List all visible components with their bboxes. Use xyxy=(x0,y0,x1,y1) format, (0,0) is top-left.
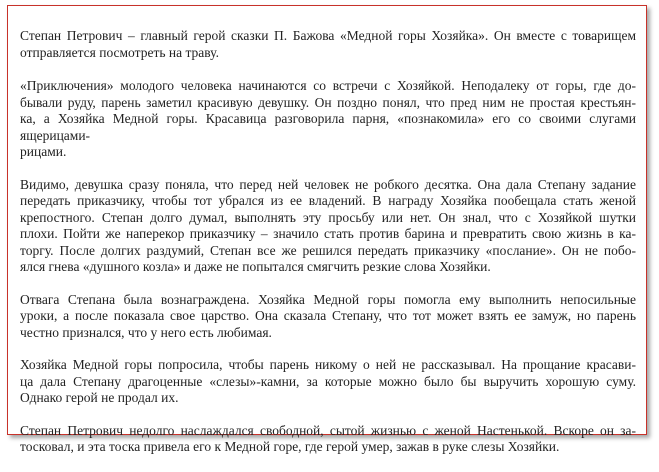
paragraph-2 xyxy=(20,78,636,161)
text-line: торгу. После долгих раздумий, Степан все же решился передать приказчику «послание». Он не побо- xyxy=(20,242,636,258)
text-line: крепостного. Степан долго думал, выполнять эту просьбу или нет. Он знал, что с Хозяйкой шутки xyxy=(20,209,636,225)
text-line: плохи. Пойти же наперекор приказчику – значило стать против барина и превратить свою жизнь в ка- xyxy=(20,226,636,241)
text-line: ка, а Хозяйка Медной горы. Красавица разговорила парня, «познакомила» его со своими слугами ящерицами- xyxy=(20,111,636,143)
text-line: Степан Петрович недолго наслаждался свободной, сытой жизнью с женой Настенькой. Вскоре он за- xyxy=(20,422,636,438)
article-text xyxy=(20,28,636,472)
text-line: бывали руду, парень заметил красивую девушку. Он поздно понял, что пред ним не простая крестьян- xyxy=(20,94,636,110)
text-line: Степан Петрович – главный герой сказки П. Бажова «Медной горы Хозяйка». Он вместе с товарищем xyxy=(20,28,636,43)
text-line: Отвага Степана была вознаграждена. Хозяйка Медной горы помогла ему выполнить непосильные xyxy=(20,291,636,307)
text-line: передать приказчику, чтобы тот убрался из ее владений. В награду Хозяйка пообещала стать женой xyxy=(20,193,636,208)
text-line: рицами. xyxy=(20,144,67,159)
text-line: ца дала Степану драгоценные «слезы»-камни, за которые можно было бы выручить хорошую суму. xyxy=(20,373,636,389)
paragraph-4 xyxy=(20,292,636,342)
text-line: ялся гнева «душного козла» и даже не попытался смягчить резкие слова Хозяйки. xyxy=(20,259,491,274)
text-line: Однако герой не продал их. xyxy=(20,390,179,405)
paragraph-6 xyxy=(20,423,636,456)
text-line: «Приключения» молодого человека начинаются со встречи с Хозяйкой. Неподалеку от горы, где до- xyxy=(20,78,636,93)
text-line: уроки, а после показала свое царство. Она сказала Степану, что тот может взять ее замуж, но парень xyxy=(20,308,636,323)
paragraph-1 xyxy=(20,28,636,61)
text-line: тосковал, и эта тоска привела его к Медной горе, где герой умер, зажав в руке слезы Хозяйки. xyxy=(20,439,560,454)
text-line: честно признался, что у него есть любимая. xyxy=(20,324,272,340)
paragraph-3 xyxy=(20,177,636,276)
text-line: отправляется посмотреть на траву. xyxy=(20,44,219,60)
text-line: Хозяйка Медной горы попросила, чтобы парень никому о ней не рассказывал. На прощание красави- xyxy=(20,357,636,372)
paragraph-5 xyxy=(20,357,636,407)
text-line: Видимо, девушка сразу поняла, что перед ней человек не робкого десятка. Она дала Степану задание xyxy=(20,176,636,192)
text-frame xyxy=(7,5,647,454)
